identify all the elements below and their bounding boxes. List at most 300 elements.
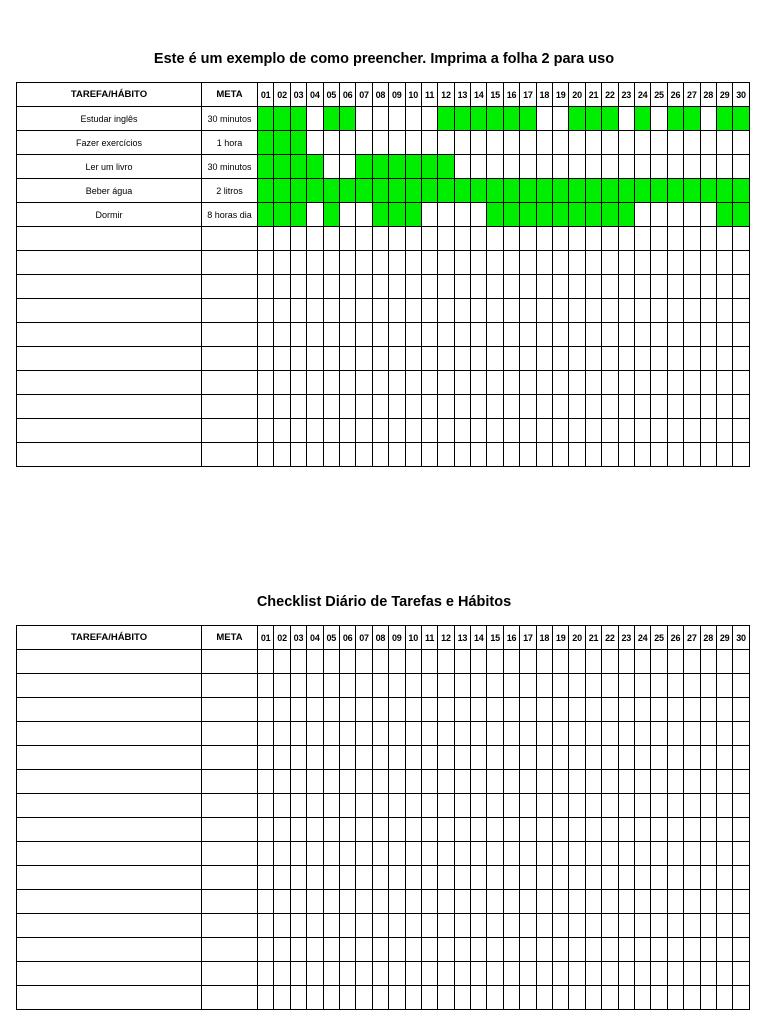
day-checkbox[interactable] [520, 131, 536, 155]
day-checkbox[interactable] [667, 770, 683, 794]
day-checkbox[interactable] [553, 395, 569, 419]
day-checkbox[interactable] [503, 371, 519, 395]
day-checkbox[interactable] [536, 698, 552, 722]
day-checkbox[interactable] [339, 842, 355, 866]
day-checkbox[interactable] [618, 227, 634, 251]
day-checkbox[interactable] [667, 842, 683, 866]
day-checkbox[interactable] [487, 443, 503, 467]
day-checkbox[interactable] [356, 395, 372, 419]
day-checkbox[interactable] [684, 914, 700, 938]
day-checkbox[interactable] [602, 818, 618, 842]
day-checkbox-filled[interactable] [716, 179, 732, 203]
day-checkbox[interactable] [454, 842, 470, 866]
day-checkbox[interactable] [733, 395, 749, 419]
day-checkbox[interactable] [339, 986, 355, 1010]
day-checkbox-filled[interactable] [553, 179, 569, 203]
day-checkbox[interactable] [520, 674, 536, 698]
task-cell[interactable] [17, 962, 202, 986]
day-checkbox[interactable] [651, 722, 667, 746]
day-checkbox[interactable] [569, 890, 585, 914]
day-checkbox[interactable] [372, 914, 388, 938]
day-checkbox[interactable] [438, 746, 454, 770]
day-checkbox[interactable] [372, 251, 388, 275]
day-checkbox[interactable] [700, 866, 716, 890]
day-checkbox[interactable] [487, 299, 503, 323]
day-checkbox[interactable] [274, 722, 290, 746]
day-checkbox[interactable] [372, 419, 388, 443]
goal-cell[interactable] [202, 674, 258, 698]
day-checkbox-filled[interactable] [520, 203, 536, 227]
day-checkbox[interactable] [585, 794, 601, 818]
day-checkbox[interactable] [700, 227, 716, 251]
day-checkbox[interactable] [323, 794, 339, 818]
day-checkbox[interactable] [667, 299, 683, 323]
day-checkbox[interactable] [454, 203, 470, 227]
day-checkbox[interactable] [438, 131, 454, 155]
day-checkbox[interactable] [602, 650, 618, 674]
day-checkbox[interactable] [471, 962, 487, 986]
day-checkbox[interactable] [405, 794, 421, 818]
day-checkbox[interactable] [667, 914, 683, 938]
day-checkbox[interactable] [651, 842, 667, 866]
day-checkbox-filled[interactable] [553, 203, 569, 227]
day-checkbox[interactable] [471, 155, 487, 179]
day-checkbox[interactable] [274, 818, 290, 842]
day-checkbox[interactable] [536, 842, 552, 866]
day-checkbox[interactable] [389, 227, 405, 251]
day-checkbox[interactable] [471, 722, 487, 746]
day-checkbox[interactable] [405, 275, 421, 299]
day-checkbox[interactable] [553, 866, 569, 890]
day-checkbox[interactable] [471, 299, 487, 323]
day-checkbox[interactable] [602, 275, 618, 299]
day-checkbox[interactable] [356, 674, 372, 698]
day-checkbox[interactable] [602, 866, 618, 890]
day-checkbox[interactable] [258, 866, 274, 890]
day-checkbox-filled[interactable] [323, 107, 339, 131]
day-checkbox[interactable] [536, 962, 552, 986]
day-checkbox[interactable] [634, 794, 650, 818]
day-checkbox[interactable] [733, 962, 749, 986]
day-checkbox[interactable] [733, 443, 749, 467]
day-checkbox[interactable] [569, 914, 585, 938]
day-checkbox[interactable] [323, 323, 339, 347]
day-checkbox[interactable] [274, 299, 290, 323]
day-checkbox[interactable] [307, 770, 323, 794]
day-checkbox[interactable] [258, 794, 274, 818]
day-checkbox[interactable] [553, 914, 569, 938]
day-checkbox[interactable] [339, 347, 355, 371]
day-checkbox[interactable] [618, 371, 634, 395]
day-checkbox[interactable] [389, 371, 405, 395]
day-checkbox[interactable] [684, 746, 700, 770]
day-checkbox[interactable] [471, 914, 487, 938]
day-checkbox[interactable] [553, 227, 569, 251]
day-checkbox[interactable] [258, 818, 274, 842]
day-checkbox[interactable] [503, 227, 519, 251]
task-cell[interactable] [17, 674, 202, 698]
day-checkbox-filled[interactable] [684, 107, 700, 131]
day-checkbox[interactable] [585, 251, 601, 275]
day-checkbox[interactable] [454, 275, 470, 299]
day-checkbox[interactable] [618, 938, 634, 962]
day-checkbox[interactable] [520, 395, 536, 419]
day-checkbox[interactable] [405, 323, 421, 347]
day-checkbox[interactable] [389, 722, 405, 746]
day-checkbox[interactable] [339, 323, 355, 347]
day-checkbox-filled[interactable] [290, 107, 306, 131]
day-checkbox-filled[interactable] [356, 155, 372, 179]
day-checkbox[interactable] [667, 155, 683, 179]
day-checkbox[interactable] [438, 419, 454, 443]
day-checkbox[interactable] [602, 890, 618, 914]
day-checkbox[interactable] [569, 155, 585, 179]
day-checkbox[interactable] [716, 227, 732, 251]
day-checkbox[interactable] [651, 251, 667, 275]
day-checkbox[interactable] [536, 986, 552, 1010]
day-checkbox[interactable] [651, 299, 667, 323]
day-checkbox[interactable] [258, 371, 274, 395]
day-checkbox-filled[interactable] [258, 179, 274, 203]
day-checkbox[interactable] [667, 962, 683, 986]
day-checkbox[interactable] [684, 251, 700, 275]
day-checkbox[interactable] [274, 395, 290, 419]
task-cell[interactable] [17, 986, 202, 1010]
day-checkbox[interactable] [487, 347, 503, 371]
day-checkbox-filled[interactable] [716, 203, 732, 227]
day-checkbox-filled[interactable] [569, 107, 585, 131]
goal-cell[interactable] [202, 299, 258, 323]
day-checkbox-filled[interactable] [372, 155, 388, 179]
day-checkbox[interactable] [454, 770, 470, 794]
task-cell[interactable] [17, 938, 202, 962]
day-checkbox[interactable] [356, 722, 372, 746]
goal-cell[interactable] [202, 371, 258, 395]
day-checkbox[interactable] [684, 650, 700, 674]
day-checkbox-filled[interactable] [700, 179, 716, 203]
day-checkbox[interactable] [290, 962, 306, 986]
day-checkbox[interactable] [700, 299, 716, 323]
day-checkbox[interactable] [307, 674, 323, 698]
day-checkbox-filled[interactable] [667, 107, 683, 131]
day-checkbox-filled[interactable] [405, 203, 421, 227]
day-checkbox[interactable] [700, 347, 716, 371]
day-checkbox[interactable] [323, 986, 339, 1010]
day-checkbox[interactable] [372, 818, 388, 842]
day-checkbox-filled[interactable] [438, 179, 454, 203]
day-checkbox-filled[interactable] [602, 179, 618, 203]
day-checkbox-filled[interactable] [389, 179, 405, 203]
day-checkbox[interactable] [290, 794, 306, 818]
day-checkbox[interactable] [553, 698, 569, 722]
day-checkbox[interactable] [651, 674, 667, 698]
day-checkbox[interactable] [454, 962, 470, 986]
day-checkbox[interactable] [405, 251, 421, 275]
day-checkbox[interactable] [290, 986, 306, 1010]
day-checkbox[interactable] [667, 275, 683, 299]
day-checkbox[interactable] [733, 227, 749, 251]
day-checkbox-filled[interactable] [372, 203, 388, 227]
day-checkbox[interactable] [684, 395, 700, 419]
day-checkbox[interactable] [684, 275, 700, 299]
day-checkbox[interactable] [339, 203, 355, 227]
day-checkbox[interactable] [454, 299, 470, 323]
day-checkbox[interactable] [634, 866, 650, 890]
day-checkbox[interactable] [487, 746, 503, 770]
day-checkbox[interactable] [520, 986, 536, 1010]
day-checkbox[interactable] [585, 842, 601, 866]
day-checkbox[interactable] [356, 131, 372, 155]
goal-cell[interactable] [202, 275, 258, 299]
day-checkbox[interactable] [421, 674, 437, 698]
day-checkbox[interactable] [520, 794, 536, 818]
day-checkbox[interactable] [520, 443, 536, 467]
day-checkbox[interactable] [307, 395, 323, 419]
day-checkbox[interactable] [389, 794, 405, 818]
day-checkbox[interactable] [323, 395, 339, 419]
day-checkbox[interactable] [421, 443, 437, 467]
day-checkbox[interactable] [520, 275, 536, 299]
day-checkbox[interactable] [716, 722, 732, 746]
day-checkbox-filled[interactable] [372, 179, 388, 203]
day-checkbox[interactable] [585, 227, 601, 251]
day-checkbox[interactable] [667, 227, 683, 251]
day-checkbox[interactable] [569, 698, 585, 722]
day-checkbox[interactable] [389, 938, 405, 962]
day-checkbox[interactable] [503, 395, 519, 419]
day-checkbox[interactable] [634, 962, 650, 986]
day-checkbox[interactable] [487, 419, 503, 443]
day-checkbox[interactable] [421, 890, 437, 914]
day-checkbox-filled[interactable] [389, 203, 405, 227]
day-checkbox[interactable] [569, 674, 585, 698]
day-checkbox[interactable] [454, 722, 470, 746]
day-checkbox[interactable] [454, 323, 470, 347]
day-checkbox[interactable] [536, 818, 552, 842]
day-checkbox[interactable] [520, 722, 536, 746]
day-checkbox[interactable] [372, 371, 388, 395]
day-checkbox[interactable] [438, 347, 454, 371]
day-checkbox[interactable] [258, 650, 274, 674]
day-checkbox[interactable] [503, 914, 519, 938]
day-checkbox[interactable] [290, 275, 306, 299]
day-checkbox[interactable] [339, 818, 355, 842]
day-checkbox[interactable] [389, 299, 405, 323]
day-checkbox-filled[interactable] [733, 107, 749, 131]
day-checkbox-filled[interactable] [716, 107, 732, 131]
day-checkbox[interactable] [536, 275, 552, 299]
day-checkbox[interactable] [716, 155, 732, 179]
day-checkbox[interactable] [356, 419, 372, 443]
day-checkbox[interactable] [503, 986, 519, 1010]
day-checkbox[interactable] [602, 323, 618, 347]
day-checkbox[interactable] [536, 650, 552, 674]
day-checkbox[interactable] [405, 395, 421, 419]
day-checkbox[interactable] [339, 155, 355, 179]
day-checkbox[interactable] [667, 674, 683, 698]
task-cell[interactable] [17, 419, 202, 443]
day-checkbox[interactable] [389, 275, 405, 299]
day-checkbox[interactable] [651, 650, 667, 674]
day-checkbox[interactable] [585, 866, 601, 890]
day-checkbox[interactable] [323, 962, 339, 986]
day-checkbox[interactable] [258, 770, 274, 794]
day-checkbox[interactable] [618, 347, 634, 371]
day-checkbox[interactable] [667, 722, 683, 746]
day-checkbox[interactable] [667, 650, 683, 674]
day-checkbox[interactable] [487, 794, 503, 818]
day-checkbox[interactable] [651, 323, 667, 347]
goal-cell[interactable] [202, 938, 258, 962]
task-cell[interactable] [17, 371, 202, 395]
task-cell[interactable] [17, 698, 202, 722]
day-checkbox[interactable] [356, 347, 372, 371]
day-checkbox[interactable] [339, 698, 355, 722]
day-checkbox-filled[interactable] [389, 155, 405, 179]
day-checkbox[interactable] [339, 914, 355, 938]
day-checkbox[interactable] [634, 722, 650, 746]
day-checkbox[interactable] [553, 890, 569, 914]
day-checkbox-filled[interactable] [290, 179, 306, 203]
day-checkbox[interactable] [274, 251, 290, 275]
day-checkbox[interactable] [290, 722, 306, 746]
day-checkbox[interactable] [634, 674, 650, 698]
day-checkbox[interactable] [733, 698, 749, 722]
day-checkbox[interactable] [503, 443, 519, 467]
day-checkbox-filled[interactable] [454, 179, 470, 203]
day-checkbox[interactable] [634, 227, 650, 251]
day-checkbox[interactable] [389, 650, 405, 674]
day-checkbox[interactable] [667, 419, 683, 443]
day-checkbox[interactable] [733, 914, 749, 938]
goal-cell[interactable] [202, 698, 258, 722]
day-checkbox[interactable] [274, 890, 290, 914]
day-checkbox-filled[interactable] [634, 179, 650, 203]
day-checkbox-filled[interactable] [356, 179, 372, 203]
goal-cell[interactable] [202, 323, 258, 347]
task-cell[interactable] [17, 722, 202, 746]
day-checkbox-filled[interactable] [405, 179, 421, 203]
day-checkbox[interactable] [274, 794, 290, 818]
day-checkbox[interactable] [716, 746, 732, 770]
day-checkbox[interactable] [405, 650, 421, 674]
day-checkbox[interactable] [323, 443, 339, 467]
day-checkbox[interactable] [471, 818, 487, 842]
day-checkbox[interactable] [372, 986, 388, 1010]
day-checkbox[interactable] [585, 986, 601, 1010]
day-checkbox[interactable] [339, 395, 355, 419]
day-checkbox[interactable] [716, 818, 732, 842]
goal-cell[interactable]: 8 horas dia [202, 203, 258, 227]
task-cell[interactable] [17, 323, 202, 347]
day-checkbox[interactable] [733, 866, 749, 890]
day-checkbox[interactable] [471, 443, 487, 467]
day-checkbox[interactable] [569, 722, 585, 746]
day-checkbox[interactable] [569, 842, 585, 866]
day-checkbox[interactable] [421, 986, 437, 1010]
day-checkbox[interactable] [421, 794, 437, 818]
day-checkbox[interactable] [651, 890, 667, 914]
day-checkbox[interactable] [356, 746, 372, 770]
day-checkbox[interactable] [471, 371, 487, 395]
day-checkbox[interactable] [454, 227, 470, 251]
day-checkbox[interactable] [667, 794, 683, 818]
day-checkbox[interactable] [356, 914, 372, 938]
day-checkbox[interactable] [323, 866, 339, 890]
day-checkbox-filled[interactable] [307, 179, 323, 203]
day-checkbox[interactable] [618, 794, 634, 818]
day-checkbox[interactable] [323, 938, 339, 962]
day-checkbox[interactable] [602, 371, 618, 395]
day-checkbox[interactable] [569, 395, 585, 419]
day-checkbox[interactable] [290, 674, 306, 698]
day-checkbox[interactable] [651, 698, 667, 722]
day-checkbox[interactable] [634, 938, 650, 962]
day-checkbox-filled[interactable] [684, 179, 700, 203]
task-cell[interactable] [17, 866, 202, 890]
day-checkbox[interactable] [487, 131, 503, 155]
day-checkbox[interactable] [372, 650, 388, 674]
day-checkbox[interactable] [651, 770, 667, 794]
day-checkbox[interactable] [405, 722, 421, 746]
day-checkbox[interactable] [487, 698, 503, 722]
day-checkbox[interactable] [651, 395, 667, 419]
day-checkbox[interactable] [290, 770, 306, 794]
day-checkbox[interactable] [438, 914, 454, 938]
day-checkbox[interactable] [454, 251, 470, 275]
day-checkbox[interactable] [700, 842, 716, 866]
task-cell[interactable] [17, 818, 202, 842]
day-checkbox[interactable] [421, 419, 437, 443]
day-checkbox[interactable] [323, 818, 339, 842]
day-checkbox[interactable] [536, 938, 552, 962]
day-checkbox[interactable] [258, 746, 274, 770]
day-checkbox[interactable] [553, 371, 569, 395]
day-checkbox[interactable] [372, 275, 388, 299]
day-checkbox[interactable] [618, 962, 634, 986]
day-checkbox[interactable] [651, 371, 667, 395]
day-checkbox[interactable] [438, 794, 454, 818]
day-checkbox[interactable] [667, 371, 683, 395]
day-checkbox[interactable] [339, 890, 355, 914]
day-checkbox[interactable] [323, 914, 339, 938]
day-checkbox-filled[interactable] [471, 107, 487, 131]
day-checkbox[interactable] [405, 914, 421, 938]
day-checkbox[interactable] [634, 770, 650, 794]
day-checkbox[interactable] [274, 674, 290, 698]
day-checkbox[interactable] [700, 251, 716, 275]
day-checkbox[interactable] [569, 986, 585, 1010]
day-checkbox[interactable] [471, 419, 487, 443]
day-checkbox[interactable] [733, 155, 749, 179]
day-checkbox[interactable] [339, 722, 355, 746]
day-checkbox[interactable] [421, 914, 437, 938]
day-checkbox-filled[interactable] [323, 203, 339, 227]
day-checkbox[interactable] [520, 962, 536, 986]
day-checkbox[interactable] [585, 650, 601, 674]
day-checkbox[interactable] [487, 866, 503, 890]
day-checkbox[interactable] [536, 155, 552, 179]
day-checkbox[interactable] [651, 443, 667, 467]
day-checkbox[interactable] [602, 299, 618, 323]
day-checkbox[interactable] [307, 347, 323, 371]
day-checkbox[interactable] [618, 650, 634, 674]
day-checkbox[interactable] [405, 938, 421, 962]
day-checkbox[interactable] [716, 674, 732, 698]
day-checkbox[interactable] [684, 770, 700, 794]
day-checkbox[interactable] [618, 395, 634, 419]
day-checkbox[interactable] [258, 323, 274, 347]
